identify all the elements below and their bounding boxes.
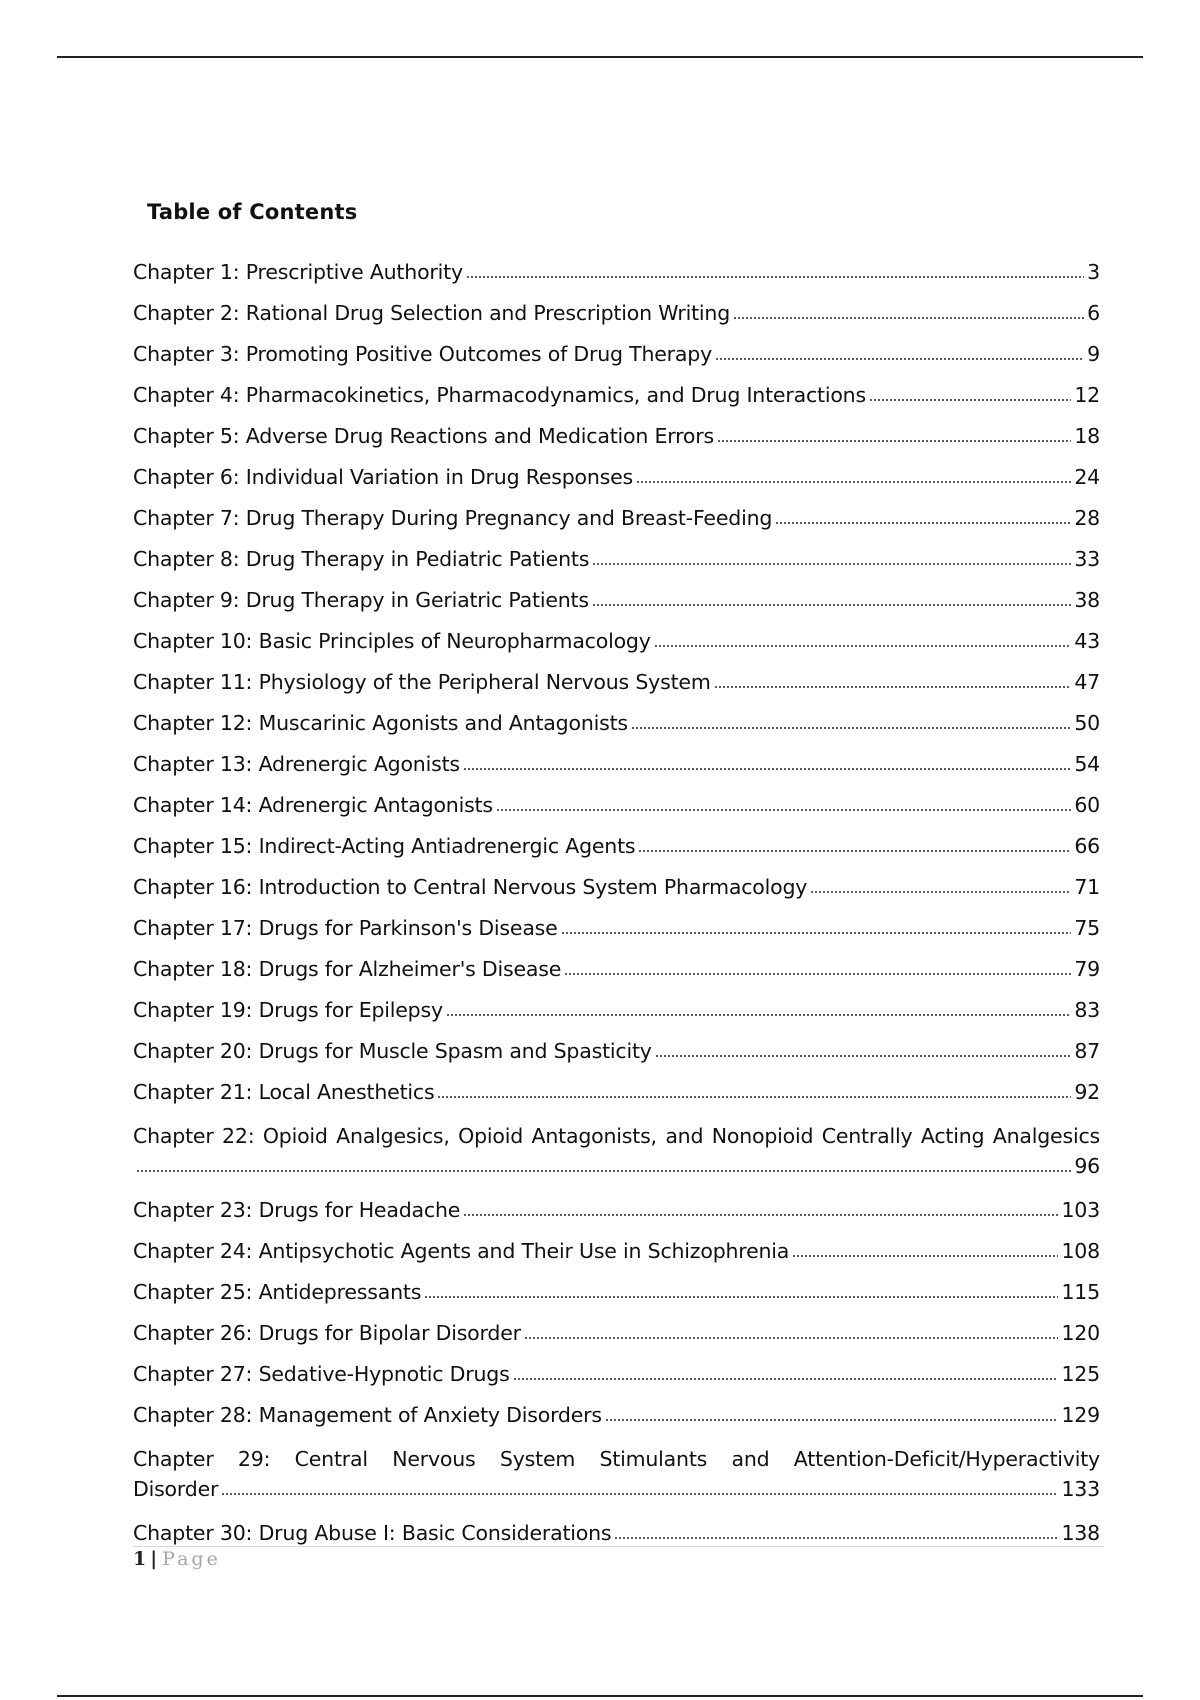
- toc-dot-leader: [636, 468, 1071, 484]
- toc-entry[interactable]: [133, 1444, 1100, 1504]
- toc-dot-leader: [715, 345, 1084, 361]
- toc-dot-leader: [733, 304, 1084, 320]
- toc-entry[interactable]: [133, 588, 1100, 612]
- toc-dot-leader: [463, 755, 1071, 771]
- toc-entry-page: 120: [1061, 1321, 1100, 1345]
- page-label: Page: [162, 1548, 221, 1570]
- toc-entry[interactable]: [133, 342, 1100, 366]
- toc-entry-title: Chapter 17: Drugs for Parkinson's Disease: [133, 916, 558, 940]
- toc-dot-leader: [466, 263, 1084, 279]
- toc-entry-title: Chapter 22: Opioid Analgesics, Opioid Antagonists, and Nonopioid Centrally Acting Analgesics: [133, 1124, 1100, 1148]
- toc-entry-title: Chapter 16: Introduction to Central Nervous System Pharmacology: [133, 875, 808, 899]
- toc-entry-page: 38: [1074, 588, 1100, 612]
- toc-entry[interactable]: [133, 711, 1100, 735]
- toc-entry-title: Chapter 15: Indirect-Acting Antiadrenergic Agents: [133, 834, 636, 858]
- toc-entry-page: 18: [1074, 424, 1100, 448]
- toc-entry-page: 133: [1061, 1477, 1100, 1501]
- toc-entry[interactable]: [133, 752, 1100, 776]
- toc-entry[interactable]: [133, 1080, 1100, 1104]
- toc-dot-leader: [605, 1406, 1059, 1422]
- toc-entry[interactable]: [133, 1403, 1100, 1427]
- toc-entry[interactable]: [133, 1239, 1100, 1263]
- toc-dot-leader: [654, 632, 1072, 648]
- toc-entry-page: 96: [1074, 1154, 1100, 1178]
- toc-dot-leader: [592, 550, 1071, 566]
- bottom-rule: [57, 1695, 1143, 1697]
- toc-entry-title: Chapter 3: Promoting Positive Outcomes of Drug Therapy: [133, 342, 713, 366]
- toc-entry[interactable]: [133, 1521, 1100, 1545]
- toc-entry-title: Chapter 13: Adrenergic Agonists: [133, 752, 460, 776]
- toc-entry-title: Chapter 10: Basic Principles of Neuropharmacology: [133, 629, 651, 653]
- toc-entry[interactable]: [133, 629, 1100, 653]
- toc-entry-title: Chapter 4: Pharmacokinetics, Pharmacodynamics, and Drug Interactions: [133, 383, 866, 407]
- toc-entry[interactable]: [133, 1121, 1100, 1181]
- toc-entry-title: Chapter 20: Drugs for Muscle Spasm and Spasticity: [133, 1039, 652, 1063]
- toc-entry-title: Chapter 27: Sedative-Hypnotic Drugs: [133, 1362, 510, 1386]
- toc-entry-title: Chapter 11: Physiology of the Peripheral Nervous System: [133, 670, 711, 694]
- toc-entry-page: 12: [1074, 383, 1100, 407]
- toc-entry-page: 24: [1074, 465, 1100, 489]
- toc-entry-page: 138: [1061, 1521, 1100, 1545]
- toc-entry-title: Chapter 25: Antidepressants: [133, 1280, 422, 1304]
- toc-entry[interactable]: [133, 1039, 1100, 1063]
- toc-dot-leader: [792, 1242, 1058, 1258]
- toc-dot-leader: [463, 1201, 1058, 1217]
- toc-dot-leader: [717, 427, 1071, 443]
- toc-dot-leader: [631, 714, 1071, 730]
- toc-dot-leader: [496, 796, 1071, 812]
- toc-entry-title-line2: Disorder: [133, 1477, 219, 1501]
- toc-entry-title: Chapter 14: Adrenergic Antagonists: [133, 793, 493, 817]
- toc-entry-page: 43: [1074, 629, 1100, 653]
- footer-rule: [133, 1546, 1103, 1547]
- toc-dot-leader: [424, 1283, 1058, 1299]
- toc-entry[interactable]: [133, 260, 1100, 284]
- toc-entry-page: 71: [1074, 875, 1100, 899]
- toc-entry-page: 3: [1087, 260, 1100, 284]
- toc-dot-leader: [564, 960, 1071, 976]
- toc-entry-page: 66: [1074, 834, 1100, 858]
- table-of-contents: [133, 260, 1100, 1562]
- toc-entry-page: 108: [1061, 1239, 1100, 1263]
- toc-entry-page: 28: [1074, 506, 1100, 530]
- toc-entry[interactable]: [133, 506, 1100, 530]
- toc-entry-page: 92: [1074, 1080, 1100, 1104]
- toc-dot-leader: [221, 1480, 1058, 1496]
- toc-entry-page: 6: [1087, 301, 1100, 325]
- toc-entry[interactable]: [133, 1321, 1100, 1345]
- toc-entry[interactable]: [133, 957, 1100, 981]
- toc-entry-page: 115: [1061, 1280, 1100, 1304]
- toc-heading: Table of Contents: [147, 200, 358, 224]
- toc-entry[interactable]: [133, 916, 1100, 940]
- toc-entry-title: Chapter 21: Local Anesthetics: [133, 1080, 435, 1104]
- toc-entry-title: Chapter 6: Individual Variation in Drug Responses: [133, 465, 634, 489]
- toc-entry[interactable]: [133, 670, 1100, 694]
- toc-entry-title: Chapter 18: Drugs for Alzheimer's Disease: [133, 957, 562, 981]
- toc-dot-leader: [810, 878, 1071, 894]
- toc-dot-leader: [869, 386, 1071, 402]
- toc-entry-title: Chapter 2: Rational Drug Selection and Prescription Writing: [133, 301, 731, 325]
- toc-entry-title: Chapter 1: Prescriptive Authority: [133, 260, 463, 284]
- footer-separator: |: [150, 1548, 159, 1570]
- toc-entry-page: 50: [1074, 711, 1100, 735]
- toc-entry-title: Chapter 29: Central Nervous System Stimulants and Attention-Deficit/Hyperactivity: [133, 1447, 1100, 1471]
- toc-entry-title: Chapter 30: Drug Abuse I: Basic Considerations: [133, 1521, 612, 1545]
- page-footer: [133, 1548, 221, 1570]
- toc-entry-page: 79: [1074, 957, 1100, 981]
- toc-entry-title: Chapter 19: Drugs for Epilepsy: [133, 998, 443, 1022]
- toc-entry[interactable]: [133, 465, 1100, 489]
- toc-entry[interactable]: [133, 301, 1100, 325]
- toc-entry[interactable]: [133, 875, 1100, 899]
- toc-entry[interactable]: [133, 424, 1100, 448]
- toc-entry-page: 83: [1074, 998, 1100, 1022]
- toc-entry-page: 33: [1074, 547, 1100, 571]
- toc-dot-leader: [775, 509, 1071, 525]
- toc-entry-title: Chapter 24: Antipsychotic Agents and Their Use in Schizophrenia: [133, 1239, 790, 1263]
- toc-dot-leader: [437, 1083, 1071, 1099]
- toc-entry[interactable]: [133, 793, 1100, 817]
- page-number: 1: [133, 1548, 148, 1570]
- toc-dot-leader: [136, 1157, 1071, 1173]
- toc-entry-page: 60: [1074, 793, 1100, 817]
- toc-entry-page: 54: [1074, 752, 1100, 776]
- toc-entry-page: 47: [1074, 670, 1100, 694]
- toc-entry[interactable]: [133, 998, 1100, 1022]
- toc-entry[interactable]: [133, 1198, 1100, 1222]
- toc-entry-page: 103: [1061, 1198, 1100, 1222]
- toc-entry[interactable]: [133, 1280, 1100, 1304]
- toc-entry-title: Chapter 5: Adverse Drug Reactions and Medication Errors: [133, 424, 714, 448]
- toc-entry-title: Chapter 8: Drug Therapy in Pediatric Patients: [133, 547, 590, 571]
- toc-entry[interactable]: [133, 834, 1100, 858]
- top-rule: [57, 56, 1143, 58]
- toc-dot-leader: [638, 837, 1071, 853]
- toc-entry-page: 125: [1061, 1362, 1100, 1386]
- toc-dot-leader: [592, 591, 1071, 607]
- toc-dot-leader: [655, 1042, 1072, 1058]
- toc-entry-title: Chapter 7: Drug Therapy During Pregnancy and Breast-Feeding: [133, 506, 773, 530]
- toc-entry[interactable]: [133, 1362, 1100, 1386]
- toc-entry-title: Chapter 23: Drugs for Headache: [133, 1198, 461, 1222]
- toc-dot-leader: [614, 1524, 1058, 1540]
- toc-dot-leader: [446, 1001, 1071, 1017]
- toc-entry-title: Chapter 28: Management of Anxiety Disorders: [133, 1403, 602, 1427]
- toc-entry-page: 87: [1074, 1039, 1100, 1063]
- toc-dot-leader: [714, 673, 1072, 689]
- toc-entry-title: Chapter 26: Drugs for Bipolar Disorder: [133, 1321, 521, 1345]
- toc-dot-leader: [524, 1324, 1059, 1340]
- toc-entry-page: 9: [1087, 342, 1100, 366]
- toc-entry-page: 75: [1074, 916, 1100, 940]
- toc-dot-leader: [561, 919, 1072, 935]
- toc-entry-title: Chapter 12: Muscarinic Agonists and Antagonists: [133, 711, 628, 735]
- toc-entry-continuation: [133, 1151, 1100, 1181]
- toc-entry[interactable]: [133, 547, 1100, 571]
- toc-entry[interactable]: [133, 383, 1100, 407]
- toc-dot-leader: [513, 1365, 1059, 1381]
- toc-entry-continuation: [133, 1474, 1100, 1504]
- toc-entry-title: Chapter 9: Drug Therapy in Geriatric Patients: [133, 588, 589, 612]
- toc-entry-page: 129: [1061, 1403, 1100, 1427]
